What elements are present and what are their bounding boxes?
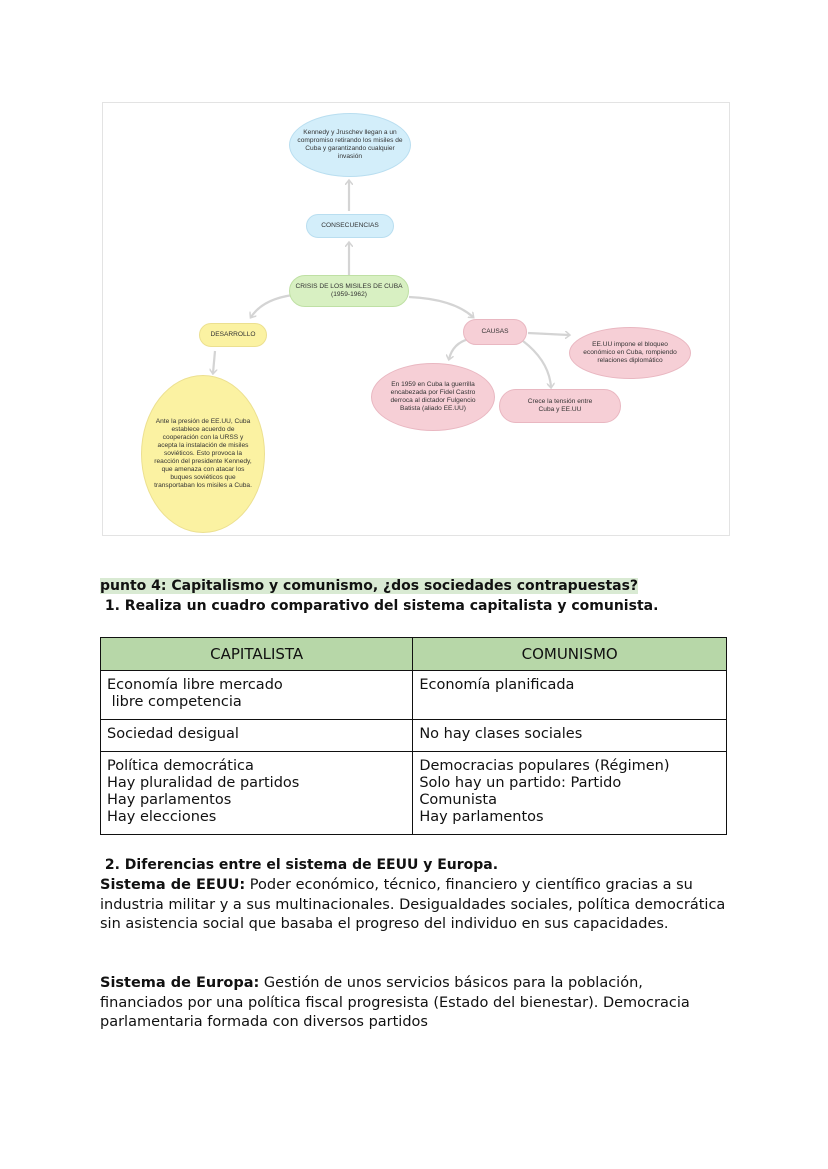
arrow-causes-guerrilla <box>449 339 469 359</box>
node-blockade: EE.UU impone el bloqueo económico en Cuba, rompiendo relaciones diplomático <box>569 327 691 379</box>
table-cell <box>413 671 727 720</box>
node-development: DESARROLLO <box>199 323 267 347</box>
arrow-causes-blockade <box>528 333 569 335</box>
arrow-crisis-development <box>251 295 293 317</box>
node-consequences: CONSECUENCIAS <box>306 214 394 238</box>
usa-label: Sistema de EEUU: <box>100 877 246 893</box>
cell-line: libre competencia <box>107 694 242 710</box>
cell-line: Comunista <box>419 792 497 808</box>
header-communist: COMUNISMO <box>413 638 727 671</box>
table-row <box>101 752 727 835</box>
section-title <box>100 578 638 594</box>
header-capitalist: CAPITALISTA <box>101 638 413 671</box>
cell-line: Hay parlamentos <box>107 792 232 808</box>
europe-label: Sistema de Europa: <box>100 975 260 991</box>
table-cell <box>413 752 727 835</box>
cell-line: Hay pluralidad de partidos <box>107 775 300 791</box>
usa-paragraph <box>100 876 730 935</box>
cell-line: Política democrática <box>107 758 254 774</box>
table-cell <box>101 671 413 720</box>
arrow-causes-tension <box>523 341 551 387</box>
node-causes: CAUSAS <box>463 319 527 345</box>
arrow-development-detail <box>213 351 215 373</box>
question-1: 1. Realiza un cuadro comparativo del sistema capitalista y comunista. <box>100 598 659 614</box>
cell-line: Solo hay un partido: Partido <box>419 775 622 791</box>
cell-line: Hay parlamentos <box>419 809 544 825</box>
table-cell <box>413 720 727 752</box>
concept-map <box>102 102 730 536</box>
europe-paragraph <box>100 974 730 1033</box>
section-title-text: punto 4: Capitalismo y comunismo, ¿dos sociedades contrapuestas? <box>100 578 639 594</box>
table-cell <box>101 720 413 752</box>
table-row <box>101 671 727 720</box>
arrow-crisis-causes <box>409 297 473 317</box>
node-crisis: CRISIS DE LOS MISILES DE CUBA (1959-1962) <box>289 275 409 307</box>
europe-text: Gestión de unos servicios básicos para la población, financiados por una política fiscal progresista (Estado del bienestar). Democracia parlamentaria formada con diversos partidos <box>100 975 690 1030</box>
cell-line: Hay elecciones <box>107 809 217 825</box>
cell-line: Economía libre mercado <box>107 677 283 693</box>
question-2: 2. Diferencias entre el sistema de EEUU y Europa. <box>100 857 499 873</box>
cell-line: Democracias populares (Régimen) <box>419 758 670 774</box>
node-development-detail: Ante la presión de EE.UU, Cuba establece acuerdo de cooperación con la URSS y acepta la instalación de misiles soviéticos. Esto provoca la reacción del presidente Kennedy, que amenaza con atacar los buques soviéticos que transportaban los misiles a Cuba. <box>141 375 265 533</box>
usa-text: Poder económico, técnico, financiero y científico gracias a su industria militar y a sus multinacionales. Desigualdades sociales, política democrática sin asistencia social que basaba el progreso del individuo en sus capacidades. <box>100 877 726 932</box>
table-cell <box>101 752 413 835</box>
comparison-table <box>100 637 727 835</box>
node-agreement: Kennedy y Jruschev llegan a un compromiso retirando los misiles de Cuba y garantizando cualquier invasión <box>289 113 411 177</box>
cell-line: No hay clases sociales <box>419 726 583 742</box>
node-tension: Crece la tensión entre Cuba y EE.UU <box>499 389 621 423</box>
cell-line: Economía planificada <box>419 677 575 693</box>
cell-line: Sociedad desigual <box>107 726 239 742</box>
node-guerrilla: En 1959 en Cuba la guerrilla encabezada por Fidel Castro derroca al dictador Fulgencio Batista (aliado EE.UU) <box>371 363 495 431</box>
table-row <box>101 720 727 752</box>
